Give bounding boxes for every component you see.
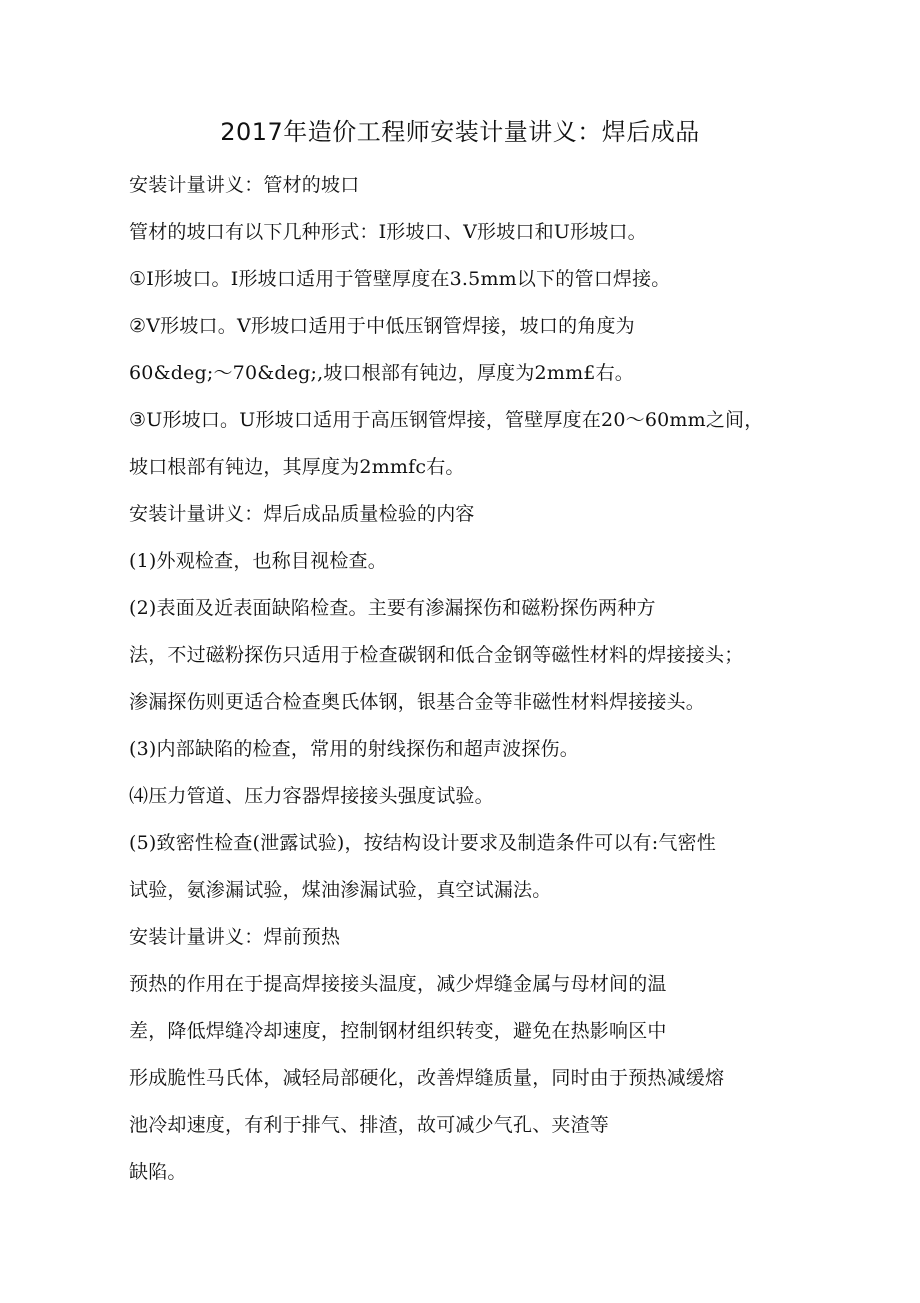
- paragraph-line: (3)内部缺陷的检查，常用的射线探伤和超声波探伤。: [129, 738, 579, 760]
- paragraph-line: (1)外观检查，也称目视检查。: [129, 550, 387, 572]
- paragraph-line: 预热的作用在于提高焊接接头温度，减少焊缝金属与母材间的温: [129, 973, 667, 995]
- paragraph-line: ③U形坡口。U形坡口适用于高压钢管焊接，管壁厚度在20〜60mm之间，: [129, 409, 764, 431]
- paragraph-line: 试验，氨渗漏试验，煤油渗漏试验，真空试漏法。: [129, 879, 552, 901]
- paragraph-line: (5)致密性检查(泄露试验)，按结构设计要求及制造条件可以有:气密性: [129, 832, 716, 854]
- section-heading-preheat: 安装计量讲义：焊前预热: [129, 926, 341, 948]
- section-heading-groove: 安装计量讲义：管材的坡口: [129, 174, 360, 196]
- paragraph-line: 池冷却速度，有利于排气、排渣，故可减少气孔、夹渣等: [129, 1114, 610, 1136]
- paragraph-line: 坡口根部有钝边，其厚度为2mmfc右。: [129, 456, 465, 478]
- document-title: 2017年造价工程师安装计量讲义：焊后成品: [220, 118, 700, 146]
- paragraph-line: ⑷压力管道、压力容器焊接接头强度试验。: [129, 785, 494, 807]
- paragraph-line: ②V形坡口。V形坡口适用于中低压钢管焊接，坡口的角度为: [129, 315, 635, 337]
- paragraph-line: ①I形坡口。I形坡口适用于管壁厚度在3.5mm以下的管口焊接。: [129, 268, 671, 290]
- paragraph-line: 法，不过磁粉探伤只适用于检查碳钢和低合金钢等磁性材料的焊接接头；: [129, 644, 744, 666]
- paragraph-line: 管材的坡口有以下几种形式：I形坡口、V形坡口和U形坡口。: [129, 221, 647, 243]
- paragraph-line: 形成脆性马氏体，减轻局部硬化，改善焊缝质量，同时由于预热减缓熔: [129, 1067, 725, 1089]
- paragraph-line: 差，降低焊缝冷却速度，控制钢材组织转变，避免在热影响区中: [129, 1020, 667, 1042]
- paragraph-line: (2)表面及近表面缺陷检查。主要有渗漏探伤和磁粉探伤两种方: [129, 597, 656, 619]
- section-heading-inspection: 安装计量讲义：焊后成品质量检验的内容: [129, 503, 475, 525]
- paragraph-line: 缺陷。: [129, 1161, 187, 1183]
- paragraph-line: 60&deg;〜70&deg;,坡口根部有钝边，厚度为2mm£右。: [129, 362, 634, 384]
- paragraph-line: 渗漏探伤则更适合检查奥氏体钢，银基合金等非磁性材料焊接接头。: [129, 691, 706, 713]
- document-body: [129, 166, 819, 1200]
